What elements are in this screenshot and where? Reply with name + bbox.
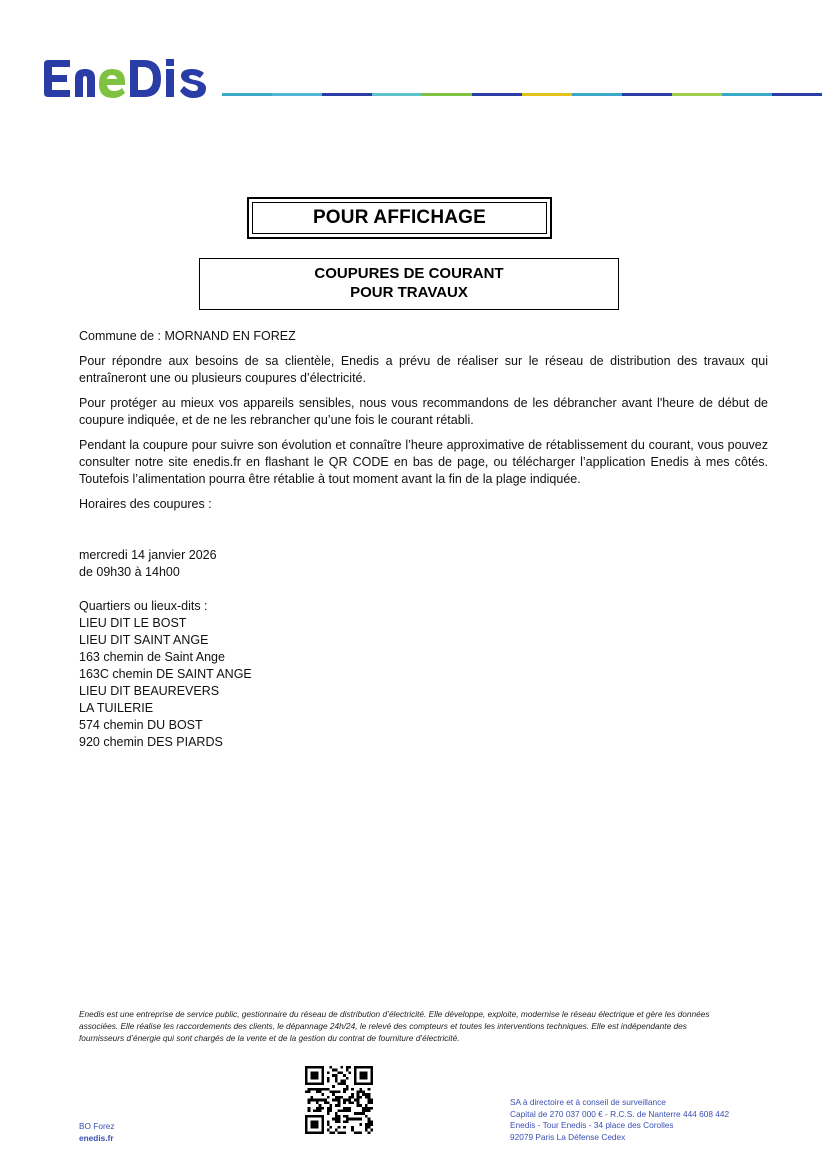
header-line-segment (772, 93, 822, 96)
notice-body (79, 328, 768, 521)
outage-time: de 09h30 à 14h00 (79, 565, 180, 579)
qr-code-icon[interactable] (305, 1066, 373, 1134)
header-line-segment (372, 93, 422, 96)
header-line-segment (472, 93, 522, 96)
follow-paragraph: Pendant la coupure pour suivre son évolution et connaître l’heure approximative de rétablissement du courant, vous pouvez consulter notre site enedis.fr en flashant le QR CODE en bas de page, ou télécharger l’application Enedis à mes côtés. Toutefois l’alimentation pourra être rétablie à tout moment avant la fin de la plage indiquée. (79, 438, 768, 486)
legal-line: fournisseurs d’énergie qui sont chargés de la vente et de la gestion du contrat de fourniture d’électricité. (79, 1033, 460, 1043)
company-line: SA à directoire et à conseil de surveillance (510, 1097, 666, 1107)
enedis-logo (40, 56, 216, 100)
outage-schedule (79, 547, 217, 581)
header-line-segment (422, 93, 472, 96)
affected-places (79, 598, 252, 751)
header-color-line (222, 93, 822, 96)
coupures-title-line1: COUPURES DE COURANT (314, 265, 504, 282)
company-line: Capital de 270 037 000 € - R.C.S. de Nanterre 444 608 442 (510, 1108, 730, 1119)
place-item: 920 chemin DES PIARDS (79, 735, 223, 749)
outage-date: mercredi 14 janvier 2026 (79, 548, 217, 562)
place-item: LIEU DIT SAINT ANGE (79, 633, 209, 647)
pour-affichage-title: POUR AFFICHAGE (252, 202, 547, 234)
place-item: 163C chemin DE SAINT ANGE (79, 667, 252, 681)
commune-line: Commune de : MORNAND EN FOREZ (79, 329, 296, 343)
company-line: Enedis - Tour Enedis - 34 place des Corolles (510, 1120, 674, 1130)
enedis-site-link[interactable]: enedis.fr (79, 1132, 114, 1143)
place-item: LIEU DIT BEAUREVERS (79, 684, 220, 698)
header-line-segment (522, 93, 572, 96)
header-line-segment (322, 93, 372, 96)
place-item: 163 chemin de Saint Ange (79, 650, 225, 664)
company-info (510, 1097, 770, 1143)
coupures-title-box (199, 258, 619, 310)
place-item: 574 chemin DU BOST (79, 718, 203, 732)
bo-name: BO Forez (79, 1121, 115, 1131)
legal-notice (79, 1008, 759, 1044)
bo-info (79, 1121, 115, 1144)
horaires-label: Horaires des coupures : (79, 497, 212, 511)
places-label: Quartiers ou lieux-dits : (79, 599, 208, 613)
header-line-segment (672, 93, 722, 96)
legal-line: associées. Elle réalise les raccordements des clients, le dépannage 24h/24, le relevé des compteurs et toutes les interventions techniques. Elle est indépendante des (79, 1021, 687, 1031)
header-line-segment (622, 93, 672, 96)
legal-line: Enedis est une entreprise de service public, gestionnaire du réseau de distribution d’électricité. Elle développe, exploite, modernise le réseau électrique et gère les données (79, 1009, 710, 1019)
place-item: LA TUILERIE (79, 701, 154, 715)
header-line-segment (572, 93, 622, 96)
intro-paragraph: Pour répondre aux besoins de sa clientèle, Enedis a prévu de réaliser sur le réseau de distribution des travaux qui entraîneront une ou plusieurs coupures d’électricité. (79, 354, 768, 385)
pour-affichage-box (247, 197, 552, 239)
header-line-segment (722, 93, 772, 96)
place-item: LIEU DIT LE BOST (79, 616, 187, 630)
protection-paragraph: Pour protéger au mieux vos appareils sensibles, nous vous recommandons de les débrancher avant l'heure de début de coupure indiquée, et de ne les rebrancher qu’une fois le courant rétabli. (79, 396, 768, 427)
coupures-title-line2: POUR TRAVAUX (350, 284, 468, 301)
header-line-segment (222, 93, 272, 96)
header-line-segment (272, 93, 322, 96)
company-line: 92079 Paris La Défense Cedex (510, 1131, 626, 1142)
